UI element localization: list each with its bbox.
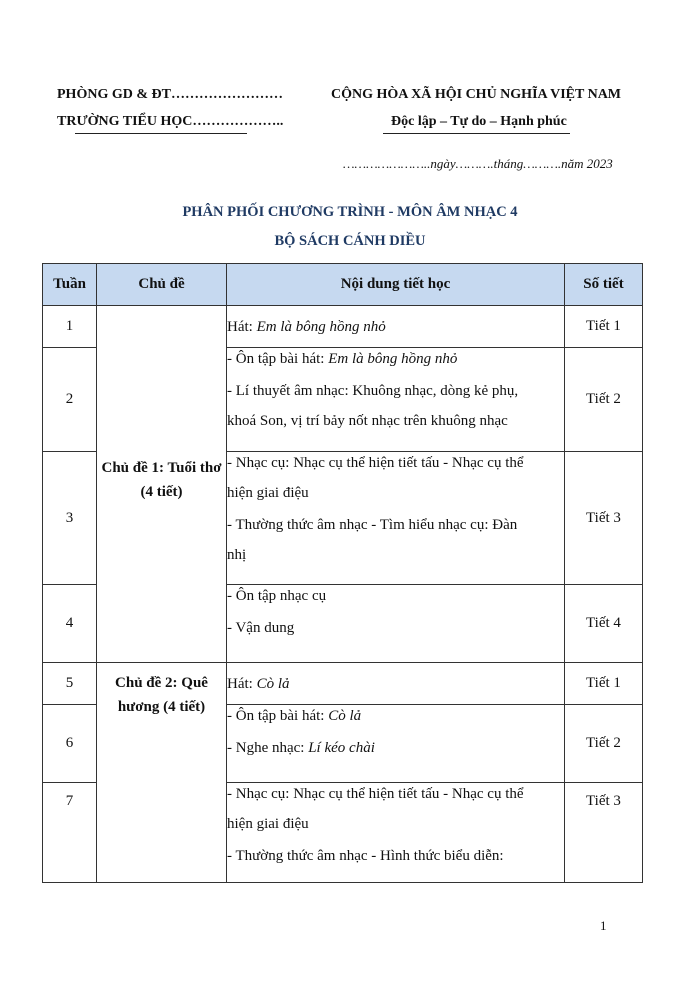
content-cell	[227, 452, 565, 585]
content-cell	[227, 306, 565, 348]
content-cell	[227, 705, 565, 783]
content-line: hiện giai điệu	[227, 816, 309, 832]
topic-label: Chủ đề 1: Tuổi thơ (4 tiết)	[101, 460, 222, 500]
school-underline	[75, 133, 247, 134]
period-cell: Tiết 2	[565, 705, 643, 783]
week-cell: 7	[43, 783, 97, 883]
period-cell: Tiết 1	[565, 306, 643, 348]
content-line: - Thường thức âm nhạc - Hình thức biểu diễn:	[227, 848, 504, 864]
content-line: khoá Son, vị trí bảy nốt nhạc trên khuông nhạc	[227, 413, 508, 429]
motto-underline	[383, 133, 570, 134]
date-line: …………………..ngày……….tháng……….năm 2023	[343, 156, 613, 171]
program-table	[42, 263, 643, 883]
document-title: PHÂN PHỐI CHƯƠNG TRÌNH - MÔN ÂM NHẠC 4	[182, 204, 518, 220]
content-line: - Lí thuyết âm nhạc: Khuông nhạc, dòng kẻ phụ,	[227, 383, 519, 399]
period-cell: Tiết 4	[565, 585, 643, 663]
table-row	[43, 663, 643, 705]
content-line: - Nhạc cụ: Nhạc cụ thể hiện tiết tấu - Nhạc cụ thể	[227, 786, 524, 802]
week-cell: 4	[43, 585, 97, 663]
content-cell	[227, 348, 565, 452]
header-periods: Số tiết	[565, 264, 643, 306]
content-line: Hát: Cò lả	[227, 675, 290, 692]
content-line: - Nhạc cụ: Nhạc cụ thể hiện tiết tấu - Nhạc cụ thể	[227, 455, 524, 471]
period-cell: Tiết 2	[565, 348, 643, 452]
content-line: - Ôn tập bài hát: Em là bông hồng nhỏ	[227, 351, 458, 367]
period-cell: Tiết 1	[565, 663, 643, 705]
week-cell: 3	[43, 452, 97, 585]
content-line: hiện giai điệu	[227, 485, 309, 501]
period-cell: Tiết 3	[565, 452, 643, 585]
content-line: - Thường thức âm nhạc - Tìm hiểu nhạc cụ: Đàn	[227, 517, 518, 533]
content-cell	[227, 783, 565, 883]
header-week: Tuần	[43, 264, 97, 306]
week-cell: 2	[43, 348, 97, 452]
page-number: 1	[600, 918, 607, 933]
topic-label: Chủ đề 2: Quê hương (4 tiết)	[115, 675, 208, 715]
content-line: Hát: Em là bông hồng nhỏ	[227, 318, 386, 335]
topic-cell	[97, 663, 227, 883]
table-row	[43, 306, 643, 348]
national-title: CỘNG HÒA XÃ HỘI CHỦ NGHĨA VIỆT NAM	[331, 87, 622, 102]
document-subtitle: BỘ SÁCH CÁNH DIỀU	[274, 233, 426, 249]
period-cell: Tiết 3	[565, 783, 643, 883]
national-motto: Độc lập – Tự do – Hạnh phúc	[391, 114, 567, 129]
school-label: TRƯỜNG TIỂU HỌC………………..	[57, 114, 284, 129]
header-topic: Chủ đề	[97, 264, 227, 306]
table-header-row	[43, 264, 643, 306]
department-label: PHÒNG GD & ĐT……………………	[57, 87, 283, 102]
content-line: - Ôn tập bài hát: Cò lả	[227, 708, 362, 724]
header-content: Nội dung tiết học	[227, 264, 565, 306]
content-cell	[227, 663, 565, 705]
week-cell: 6	[43, 705, 97, 783]
content-cell	[227, 585, 565, 663]
content-line: - Vận dung	[227, 620, 295, 636]
content-line: nhị	[227, 547, 247, 563]
week-cell: 1	[43, 306, 97, 348]
content-line: - Nghe nhạc: Lí kéo chài	[227, 740, 375, 756]
topic-cell	[97, 306, 227, 663]
week-cell: 5	[43, 663, 97, 705]
content-line: - Ôn tập nhạc cụ	[227, 588, 327, 604]
